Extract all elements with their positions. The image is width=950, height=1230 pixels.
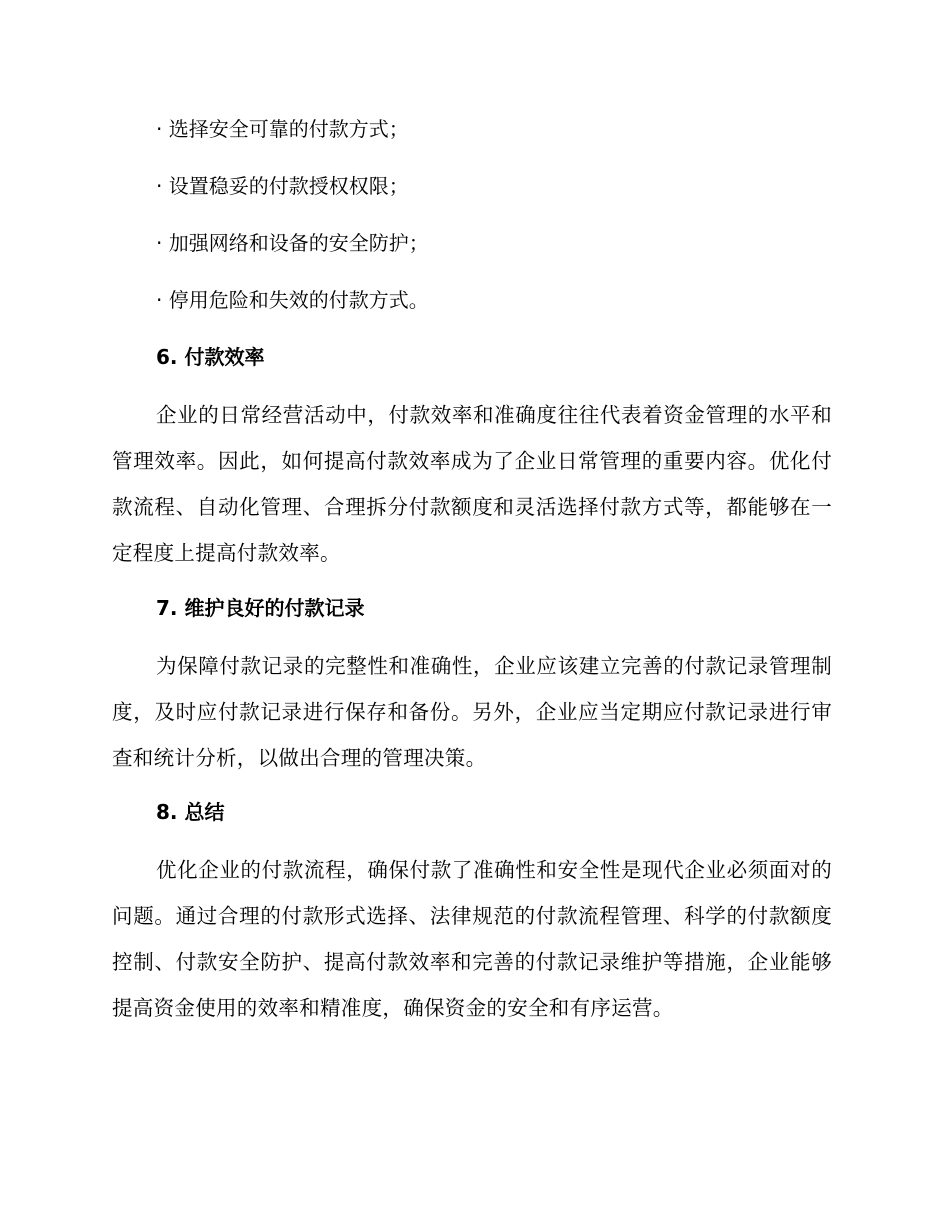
bullet-item: · 停用危险和失效的付款方式。 [156, 288, 429, 312]
section-paragraph: 优化企业的付款流程，确保付款了准确性和安全性是现代企业必须面对的问题。通过合理的付款形式选择、法律规范的付款流程管理、科学的付款额度控制、付款安全防护、提高付款效率和完善的付款记录维护等措施，企业能够提高资金使用的效率和精准度，确保资金的安全和有序运营。 [112, 858, 832, 1020]
section-paragraph: 为保障付款记录的完整性和准确性，企业应该建立完善的付款记录管理制度，及时应付款记录进行保存和备份。另外，企业应当定期应付款记录进行审查和统计分析，以做出合理的管理决策。 [112, 654, 832, 770]
section-heading: 7. 维护良好的付款记录 [156, 596, 365, 620]
section-heading: 6. 付款效率 [156, 345, 265, 369]
bullet-item: · 加强网络和设备的安全防护； [156, 231, 429, 255]
section-paragraph: 企业的日常经营活动中，付款效率和准确度往往代表着资金管理的水平和管理效率。因此，如何提高付款效率成为了企业日常管理的重要内容。优化付款流程、自动化管理、合理拆分付款额度和灵活选择付款方式等，都能够在一定程度上提高付款效率。 [112, 403, 832, 565]
section-heading: 8. 总结 [156, 800, 225, 824]
bullet-item: · 设置稳妥的付款授权权限； [156, 174, 409, 198]
bullet-item: · 选择安全可靠的付款方式； [156, 117, 409, 141]
